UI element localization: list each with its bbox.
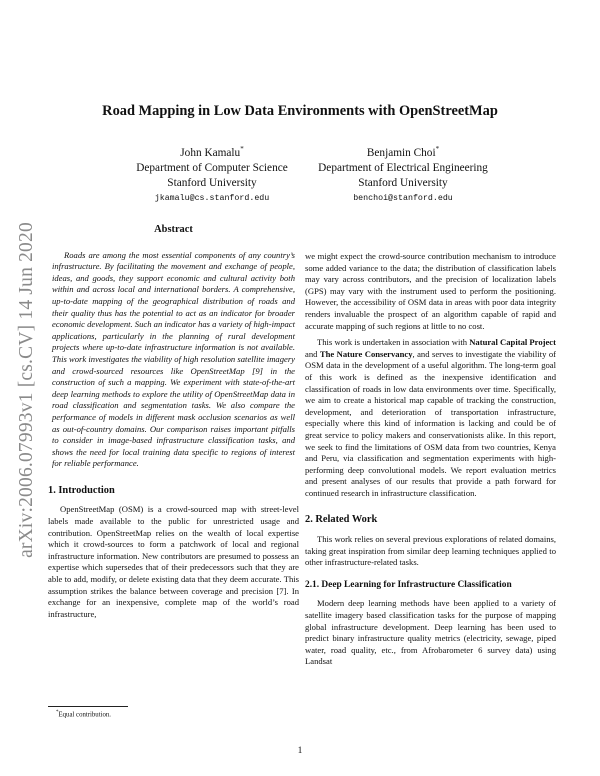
author-department: Department of Computer Science bbox=[136, 161, 288, 174]
page-number: 1 bbox=[297, 746, 303, 756]
author-department: Department of Electrical Engineering bbox=[318, 161, 488, 174]
abstract-heading: Abstract bbox=[154, 224, 193, 235]
section-heading-introduction: 1. Introduction bbox=[48, 484, 115, 496]
org-name: Natural Capital Project bbox=[469, 337, 556, 348]
arxiv-identifier: arXiv:2006.07993v1 [cs.CV] 14 Jun 2020 bbox=[16, 222, 37, 558]
section-heading-related-work: 2. Related Work bbox=[305, 514, 378, 526]
author-university: Stanford University bbox=[358, 177, 448, 190]
subsection-heading: 2.1. Deep Learning for Infrastructure Classification bbox=[305, 579, 512, 590]
related-paragraph: This work relies on several previous explorations of related domains, taking great inspiration from similar deep learning techniques applied to other infrastructure-related tasks. bbox=[305, 534, 556, 568]
author-email: jkamalu@cs.stanford.edu bbox=[154, 194, 270, 204]
footnote-rule bbox=[48, 706, 128, 707]
intro-paragraph-continued: we might expect the crowd-source contribution mechanism to introduce some added variance to the data; the distribution of classification labels may vary across contributors, and the precision of localization labels (GPS) may vary with the instrument used to perform the positioning. However, the accessibility of OSM data in areas with poor data integrity renders invaluable the prospect of an algorithm capable of rapid and accurate mapping of such regions at little to no cost. bbox=[305, 251, 556, 331]
author-block bbox=[268, 142, 538, 206]
left-column bbox=[48, 224, 299, 625]
paper-title: Road Mapping in Low Data Environments with OpenStreetMap bbox=[102, 103, 498, 119]
abstract-text: Roads are among the most essential components of any country’s infrastructure. By facilitating the movement and exchange of people, ideas, and goods, they support economic and cultural activity both within and across local and international borders. A comprehensive, up-to-date mapping of the geographical distribution of roads and their quality thus has the potential to act as an indicator for broader economic development. Such an indicator has a variety of high-impact applications, particularly in the planning of rural development projects where up-to-date infrastructure information is not available. This work investigates the viability of high resolution satellite imagery and crowd-sourced resources like OpenStreetMap [9] in the construction of such a mapping. We experiment with state-of-the-art deep learning methods to explore the utility of OpenStreetMap data in road classification and segmentation tasks. We also compare the performance of models in different mask occlusion scenarios as well as out-of-country domains. Our comparison raises important pitfalls to consider in image-based infrastructure classification tasks, and shows the need for local training data specific to regions of interest for reliable performance. bbox=[52, 249, 295, 469]
intro-paragraph-2: This work is undertaken in association with Natural Capital Project and The Nature Conservancy, and serves to investigate the viability of OSM data in the development of a useful algorithm. The long-term goal of this work is defined as the inexpensive identification and classification of roads in low data environments over time. Specifically, we aim to create a historical map capable of tracking the construction, development, and deterioration of transportation infrastructure, especially where this kind of information is lacking and could be of great service to policy makers and conservationists alike. In this report, we seek to find the limitations of OSM data from two countries, Kenya and Peru, via classification and segmentation experiments with high-performing deep convolutional models. We report evaluation metrics and present analyses of our results that provide a path forward for continued research in infrastructure classification. bbox=[305, 337, 556, 498]
footnote: *Equal contribution. bbox=[56, 710, 111, 719]
author-university: Stanford University bbox=[167, 177, 257, 190]
author-name: Benjamin Choi* bbox=[366, 145, 440, 159]
intro-paragraph: OpenStreetMap (OSM) is a crowd-sourced map with street-level labels made available to the public for unrestricted usage and contribution. OpenStreetMap relies on the wealth of local expertise which it crowd-sources to form a patchwork of local and regional infrastructure information. New contributors are presumed to possess an expertise which supersedes that of their predecessors such that they are able to add, modify, or delete existing data that they deem accurate. This assumption strikes the balance between coverage and precision [7]. In exchange for an inexpensive, complete map of the world’s road infrastructure, bbox=[48, 504, 299, 619]
org-name: The Nature Conservancy bbox=[319, 348, 413, 359]
author-email: benchoi@stanford.edu bbox=[353, 194, 453, 204]
author-name: John Kamalu* bbox=[180, 145, 244, 159]
subsection-paragraph: Modern deep learning methods have been applied to a variety of satellite imagery based classification tasks for the purpose of mapping global infrastructure development. Deep learning has been used to predict binary infrastructure quality metrics (electricity, sewage, piped water, road quality, etc., from Afrobarometer 6 survey data) using Landsat bbox=[305, 598, 556, 667]
right-column bbox=[305, 251, 556, 673]
